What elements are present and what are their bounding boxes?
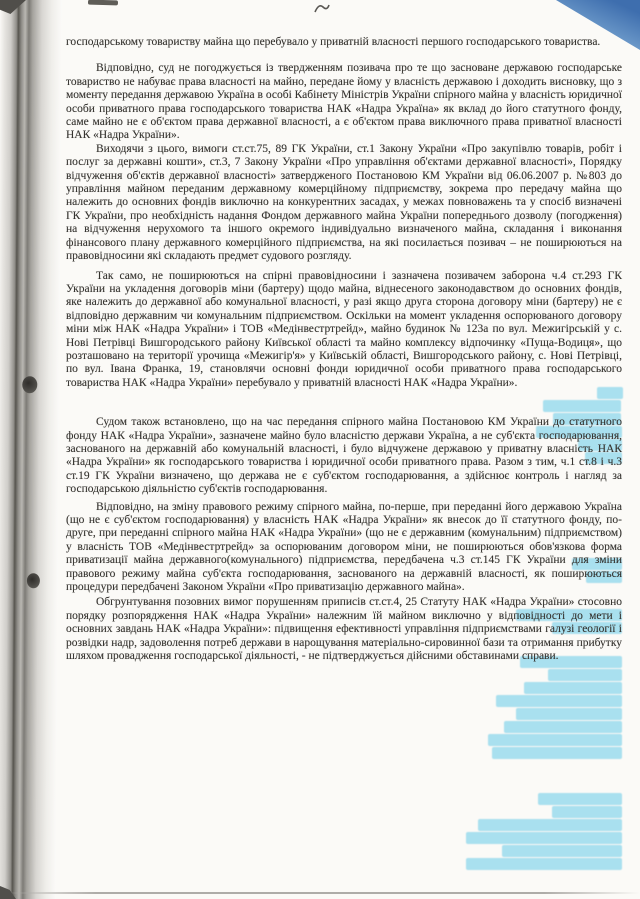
- highlighter-mark: [524, 682, 622, 694]
- paragraph: Відповідно, суд не погоджується із твердженням позивача про те що засноване державою господарське товариство не набуває права власності на майно, передане йому у власність державою і доходить висновку, що з моменту передання державою Україна в особі Кабінету Міністрів України спірного майна у власність юридичної особи приватного права господарського товариства НАК «Надра Україна» як вклад до його статутного фонду, саме майно не є об'єктом права державної власності, а є об'єктом права виключного права приватної власності НАК «Надра України».: [66, 62, 622, 142]
- highlighter-mark: [504, 721, 622, 733]
- highlighter-mark: [466, 832, 622, 844]
- highlighter-mark: [496, 695, 622, 707]
- paragraph: Виходячи з цього, вимоги ст.ст.75, 89 ГК України, ст.1 Закону України «Про закупівлю товарів, робіт і послуг за державні кошти», ст.3, 7 Закону України «Про управління об'єктами державної власності», Порядку відчуження об'єктів державної власності» затвердженого Постановою КМ України від 06.06.2007 р. №803 до управління майном переданим державному комерційному підприємству, зокрема про передачу майна що належить до основних фондів виключно на конкурентних засадах, у межах повноважень та у спосіб визначені ГК України, про необхідність надання Фондом державного майна України попереднього дозволу (погодження) на відчуження нерухомого та іншого окремого індивідуально визначеного майна, складання і виконання фінансового плану державного комерційного підприємства, на які посилається позивач – не поширюються на правовідносини які складають предмет судового розгляду.: [66, 142, 622, 263]
- binder-rivet: [27, 573, 40, 588]
- highlighter-mark: [466, 858, 622, 870]
- highlighter-mark: [548, 669, 622, 681]
- binder-rivet: [22, 376, 37, 393]
- highlighter-mark: [502, 845, 622, 857]
- paragraph: Відповідно, на зміну правового режиму спірного майна, по-перше, при переданні його державою Україна (що не є суб'єктом господарювання) у власність НАК «Надра України» як внесок до її статутного фонду, по-друге, при переданні спірного майна НАК «Надра України» (що не є державним (комунальним) підприємством) у власність ТОВ «Медінвестртрейд» за оспорюваним договором міни, не поширюються обов'язкова форма приватизації майна державного(комунального) підприємства, передбачена ч.3 ст.145 ГК України для зміни правового режиму майна суб'єкта господарювання, заснованого на державній власності, як поширюються процедури передбачені Законом України «Про приватизацію державного майна».: [66, 500, 622, 594]
- document-text: [66, 36, 622, 663]
- pen-mark: [314, 2, 330, 20]
- paragraph: господарському товариству майна що перебувало у приватній власності першого господарського товариства.: [66, 36, 601, 48]
- highlighter-mark: [478, 819, 622, 831]
- highlighter-mark: [488, 734, 622, 746]
- highlighter-mark: [538, 793, 622, 805]
- highlighter-mark: [516, 708, 622, 720]
- scan-smudge: [88, 0, 118, 5]
- paragraph: Так само, не поширюються на спірні правовідносини і зазначена позивачем заборона ч.4 ст.293 ГК України на укладення договорів міни (бартеру) щодо майна, віднесеного законодавством до основних фондів, яке належить до державної або комунальної власності, у разі якщо друга сторона договору міни (бартеру) не є відповідно державним чи комунальним підприємством. Оскільки на момент укладення оспорюваного договору міни між НАК «Надра України» і ТОВ «Медінвестртрейд», майно будинок № 123а по вул. Межигірській у с. Нові Петрівці Вишгородського району Київської області та майно комплексу відпочинку «Пуща-Водиця», що розташовано на території урочища «Межигір'я» у Київській області, Вишгородського району, с. Нові Петрівці, по вул. Івана Франка, 19, становлячи основні фонди юридичної особи приватного права господарського товариства НАК «Надра України» перебувало у приватній власності НАК «Надра України».: [66, 269, 622, 389]
- highlighter-mark: [492, 747, 622, 759]
- scan-edge-line: [0, 892, 640, 894]
- paragraph: Судом також встановлено, що на час передання спірного майна Постановою КМ України до статутного фонду НАК «Надра України», зазначене майно було власністю держави Україна, а не суб'єкта господарювання, заснованого на державній або комунальній власності, і було відчужене державою у приватну власність НАК «Надра України» як господарського товариства і юридичної особи приватного права. Разом з тим, ч.1 ст.8 і ч.3 ст.19 ГК України визначено, що держава не є суб'єктом господарювання, а здійснює контроль і нагляд за господарською діяльністю суб'єктів господарювання.: [66, 416, 622, 496]
- highlighter-mark: [552, 806, 622, 818]
- binder-edge: [0, 0, 62, 899]
- paragraph: Обгрунтування позовних вимог порушенням приписів ст.ст.4, 25 Статуту НАК «Надра України» стосовно порядку розпорядження НАК «Надра України» належним їй майном виключно у відповідності до мети і основних завдань НАК «Надра України»: підвищення ефективності управління підприємствами галузі геології і розвідки надр, задоволення потреб держави в нарощування матеріально-сировинної бази та отримання прибутку шляхом провадження господарської діяльності, - не підтверджується дійсними обставинами справи.: [66, 596, 622, 663]
